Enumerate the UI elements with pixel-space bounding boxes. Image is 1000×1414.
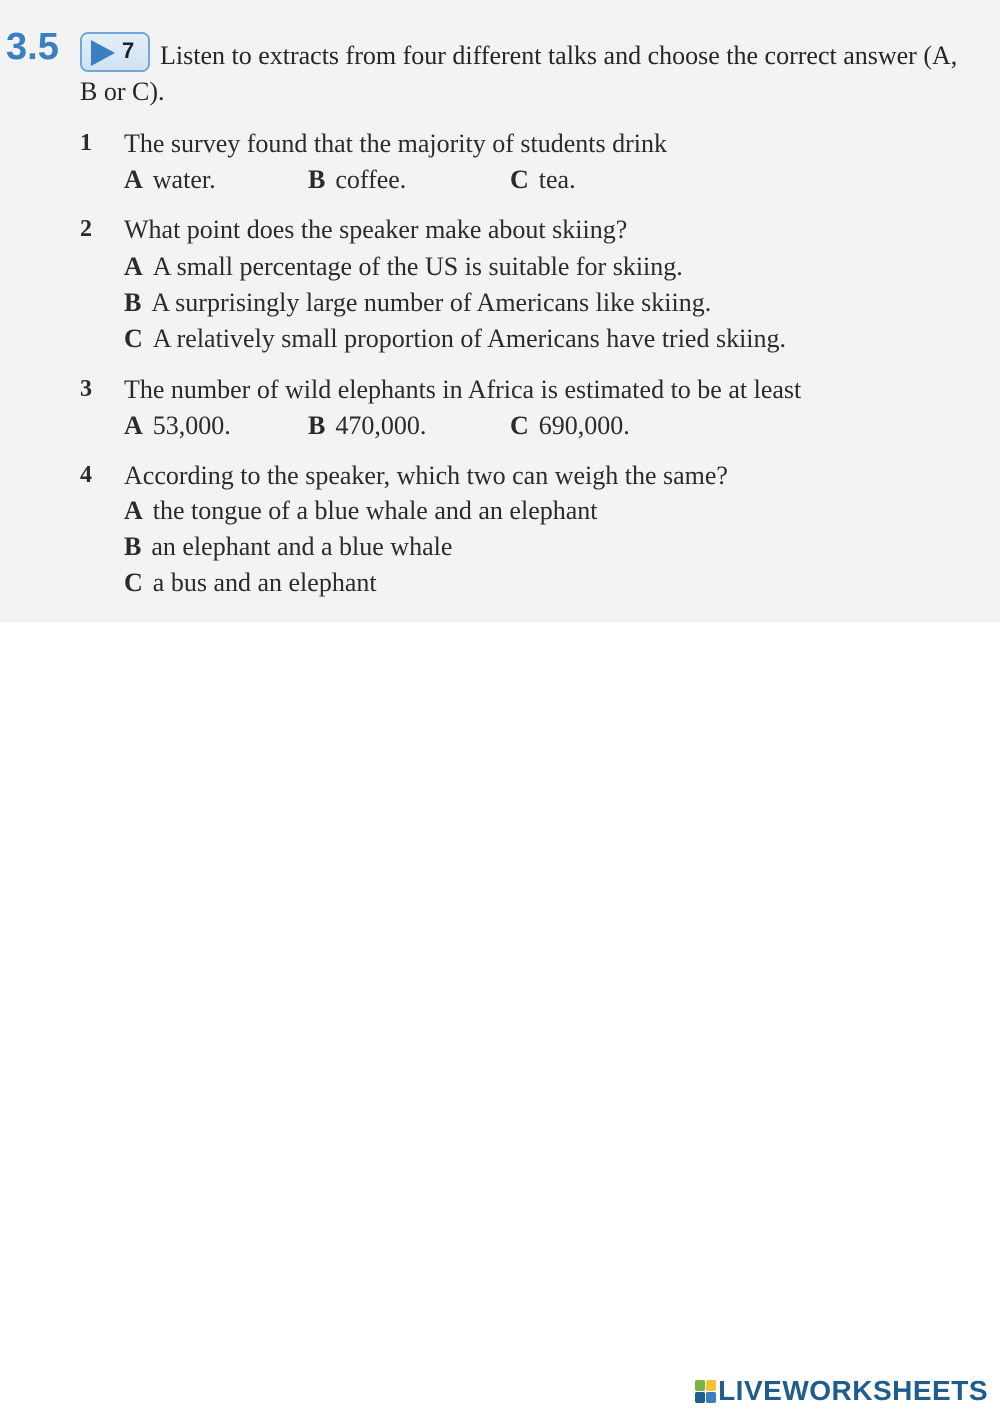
question-text: What point does the speaker make about skiing? [124, 215, 628, 244]
option-letter: A [124, 252, 143, 281]
question-text: The number of wild elephants in Africa is estimated to be at least [124, 375, 802, 404]
option-text: 690,000. [538, 411, 630, 440]
track-number: 7 [122, 38, 135, 63]
option-c[interactable] [124, 321, 786, 356]
question-text: The survey found that the majority of students drink [124, 129, 668, 158]
option-c[interactable] [124, 565, 377, 600]
logo-tile-yellow [706, 1380, 716, 1391]
brand-name: LIVEWORKSHEETS [718, 1375, 988, 1406]
option-text: a bus and an elephant [152, 568, 377, 597]
option-c[interactable] [510, 408, 630, 443]
option-letter: A [124, 165, 143, 194]
option-letter: B [308, 411, 326, 440]
option-c[interactable] [510, 162, 576, 197]
option-text: A surprisingly large number of Americans like skiing. [151, 288, 712, 317]
liveworksheets-brand[interactable] [695, 1374, 988, 1408]
option-text: water. [152, 165, 216, 194]
option-a[interactable] [124, 493, 598, 528]
option-b[interactable] [308, 162, 406, 197]
option-b[interactable] [124, 285, 711, 320]
question-number: 1 [80, 130, 92, 156]
option-a[interactable] [124, 162, 216, 197]
question-number: 2 [80, 216, 92, 242]
option-letter: B [124, 288, 142, 317]
question-text: According to the speaker, which two can weigh the same? [124, 461, 728, 490]
option-letter: C [510, 165, 529, 194]
option-a[interactable] [124, 249, 683, 284]
option-text: A small percentage of the US is suitable for skiing. [152, 252, 683, 281]
option-letter: C [124, 568, 143, 597]
option-b[interactable] [308, 408, 426, 443]
instruction-text: Listen to extracts from four different talks and choose the correct answer (A, B or C). [80, 41, 958, 106]
option-b[interactable] [124, 529, 452, 564]
liveworksheets-logo-icon [695, 1380, 715, 1402]
question-number: 3 [80, 376, 92, 402]
logo-tile-blue [695, 1392, 705, 1403]
option-letter: A [124, 411, 143, 440]
option-text: coffee. [335, 165, 407, 194]
option-text: the tongue of a blue whale and an elephant [152, 496, 598, 525]
logo-tile-light-blue [706, 1392, 716, 1403]
question-number: 4 [80, 462, 92, 488]
exercise-number: 3.5 [6, 26, 59, 68]
option-letter: B [308, 165, 326, 194]
option-text: an elephant and a blue whale [151, 532, 453, 561]
option-text: 470,000. [335, 411, 427, 440]
option-text: A relatively small proportion of Americans have tried skiing. [152, 324, 787, 353]
option-letter: C [510, 411, 529, 440]
option-text: 53,000. [152, 411, 231, 440]
option-letter: B [124, 532, 142, 561]
option-text: tea. [538, 165, 576, 194]
exercise-panel [0, 0, 1000, 622]
logo-tile-green [695, 1380, 705, 1391]
option-letter: C [124, 324, 143, 353]
option-a[interactable] [124, 408, 231, 443]
option-letter: A [124, 496, 143, 525]
